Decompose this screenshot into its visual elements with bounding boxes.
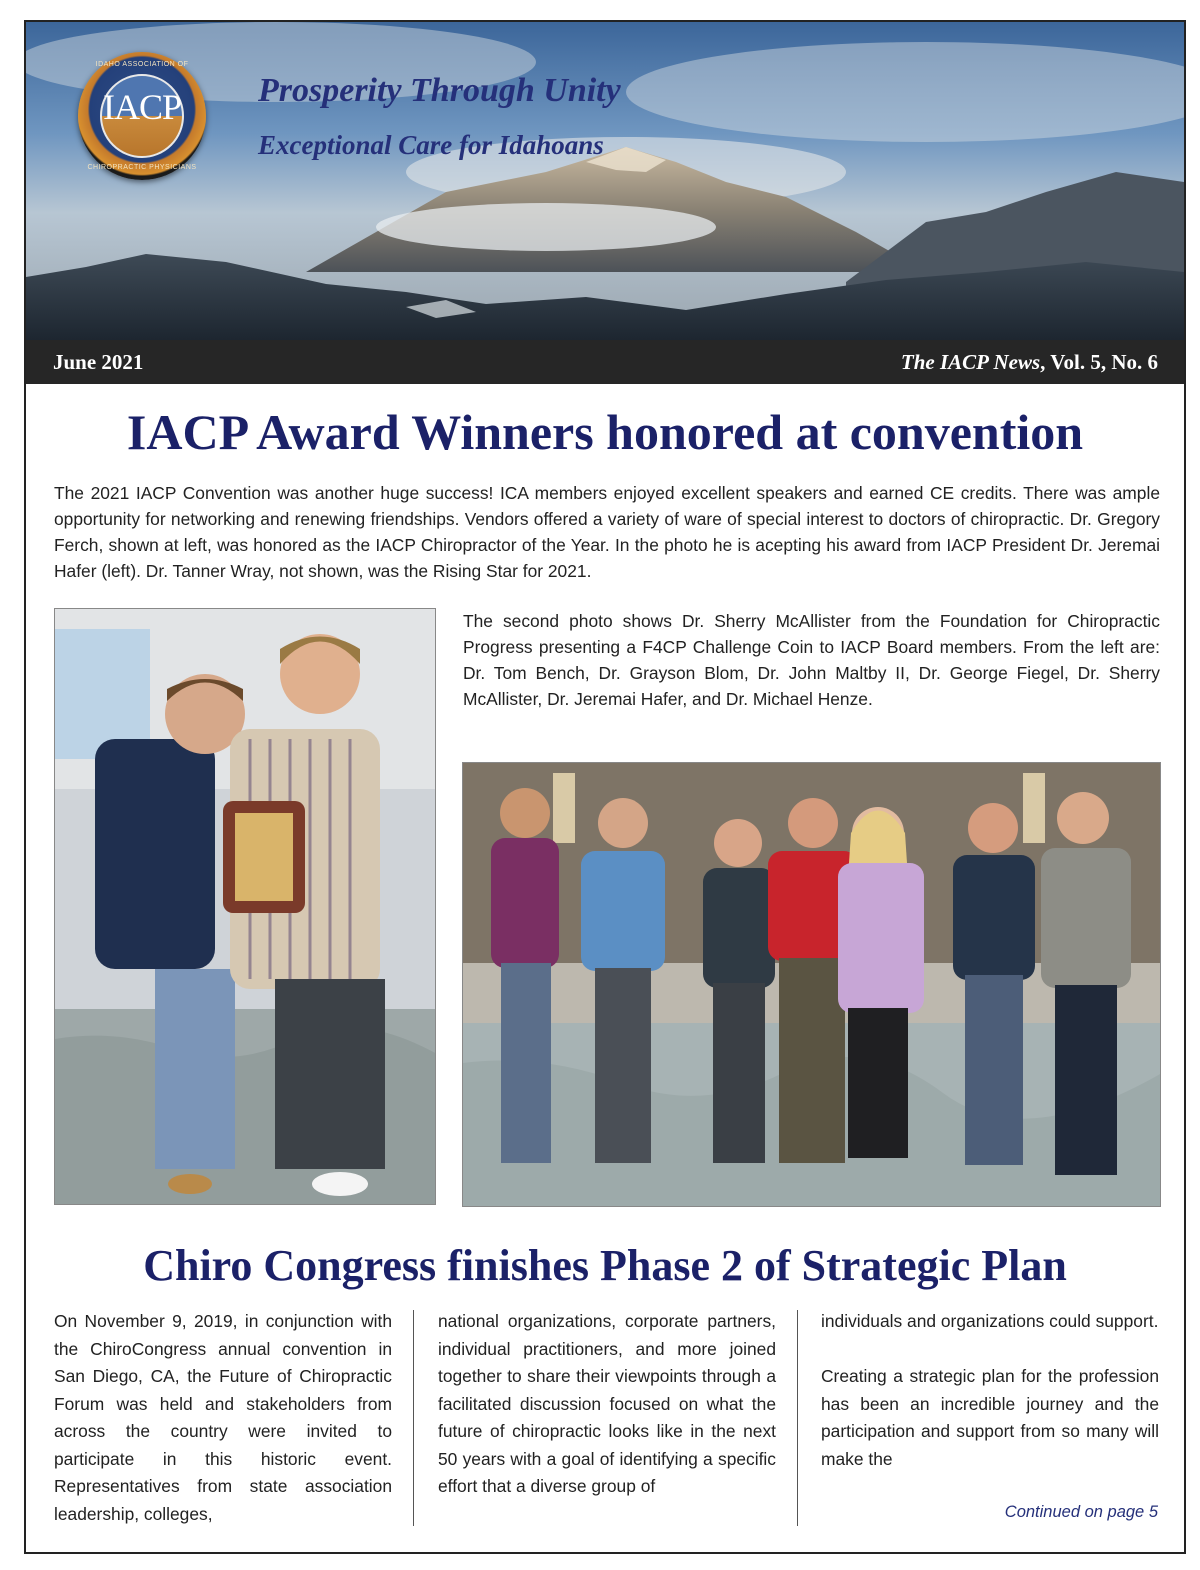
tagline-primary: Prosperity Through Unity (258, 72, 621, 109)
article2-col3-para2: Creating a strategic plan for the profession has been an incredible journey and the participation and support from so many will make the (821, 1366, 1159, 1469)
article2-column-3 (821, 1308, 1159, 1473)
continued-link[interactable]: Continued on page 5 (1004, 1503, 1158, 1521)
tagline-secondary: Exceptional Care for Idahoans (258, 130, 604, 160)
column-divider (413, 1310, 414, 1526)
article2-col3-para1: individuals and organizations could support. (821, 1311, 1159, 1331)
article1-intro: The 2021 IACP Convention was another huge success! ICA members enjoyed excellent speakers and earned CE credits. There was ample opportunity for networking and renewing friendships. Vendors offered a variety of ware of special interest to doctors of chiropractic. Dr. Gregory Ferch, shown at left, was honored as the IACP Chiropractor of the Year. In the photo he is acepting his award from IACP President Dr. Jeremai Hafer (left). Dr. Tanner Wray, not shown, was the Rising Star for 2021. (54, 483, 1160, 581)
board-members-group-photo (462, 762, 1161, 1207)
article2-col2-text: national organizations, corporate partners, individual practitioners, and more joined together to share their viewpoints through a facilitated discussion focused on what the future of chiropractic looks like in the next 50 years with a goal of identifying a specific effort that a diverse group of (438, 1311, 776, 1496)
volume-number: , Vol. 5, No. 6 (1040, 350, 1158, 374)
logo-letters: IACP (102, 87, 182, 127)
article1-second-caption: The second photo shows Dr. Sherry McAllister from the Foundation for Chiropractic Progress presenting a F4CP Challenge Coin to IACP Board members. From the left are: Dr. Tom Bench, Dr. Grayson Blom, Dr. John Maltby II, Dr. George Fiegel, Dr. Sherry McAllister, Dr. Jeremai Hafer, and Dr. Michael Henze. (463, 611, 1160, 709)
award-presentation-photo (54, 608, 436, 1205)
article2-column-2 (438, 1308, 776, 1501)
article2-column-1 (54, 1308, 392, 1528)
issue-volume (901, 350, 1158, 375)
column-divider (797, 1310, 798, 1526)
issue-date: June 2021 (53, 350, 144, 374)
logo-ring-bottom-text: CHIROPRACTIC PHYSICIANS (87, 164, 197, 171)
masthead-banner (26, 22, 1184, 340)
issue-bar (26, 340, 1184, 384)
publication-name: The IACP News (900, 350, 1041, 374)
iacp-logo-icon (78, 52, 206, 180)
article2-headline: Chiro Congress finishes Phase 2 of Strategic Plan (143, 1241, 1067, 1290)
mountain-landscape-image (26, 22, 1184, 340)
article1-headline: IACP Award Winners honored at convention (126, 404, 1084, 460)
logo-ring-top-text: IDAHO ASSOCIATION OF (95, 61, 189, 68)
article2-col1-text: On November 9, 2019, in conjunction with the ChiroCongress annual convention in San Diego, CA, the Future of Chiropractic Forum was held and stakeholders from across the country were invited to participate in this historic event. Representatives from state association leadership, colleges, (54, 1311, 392, 1524)
